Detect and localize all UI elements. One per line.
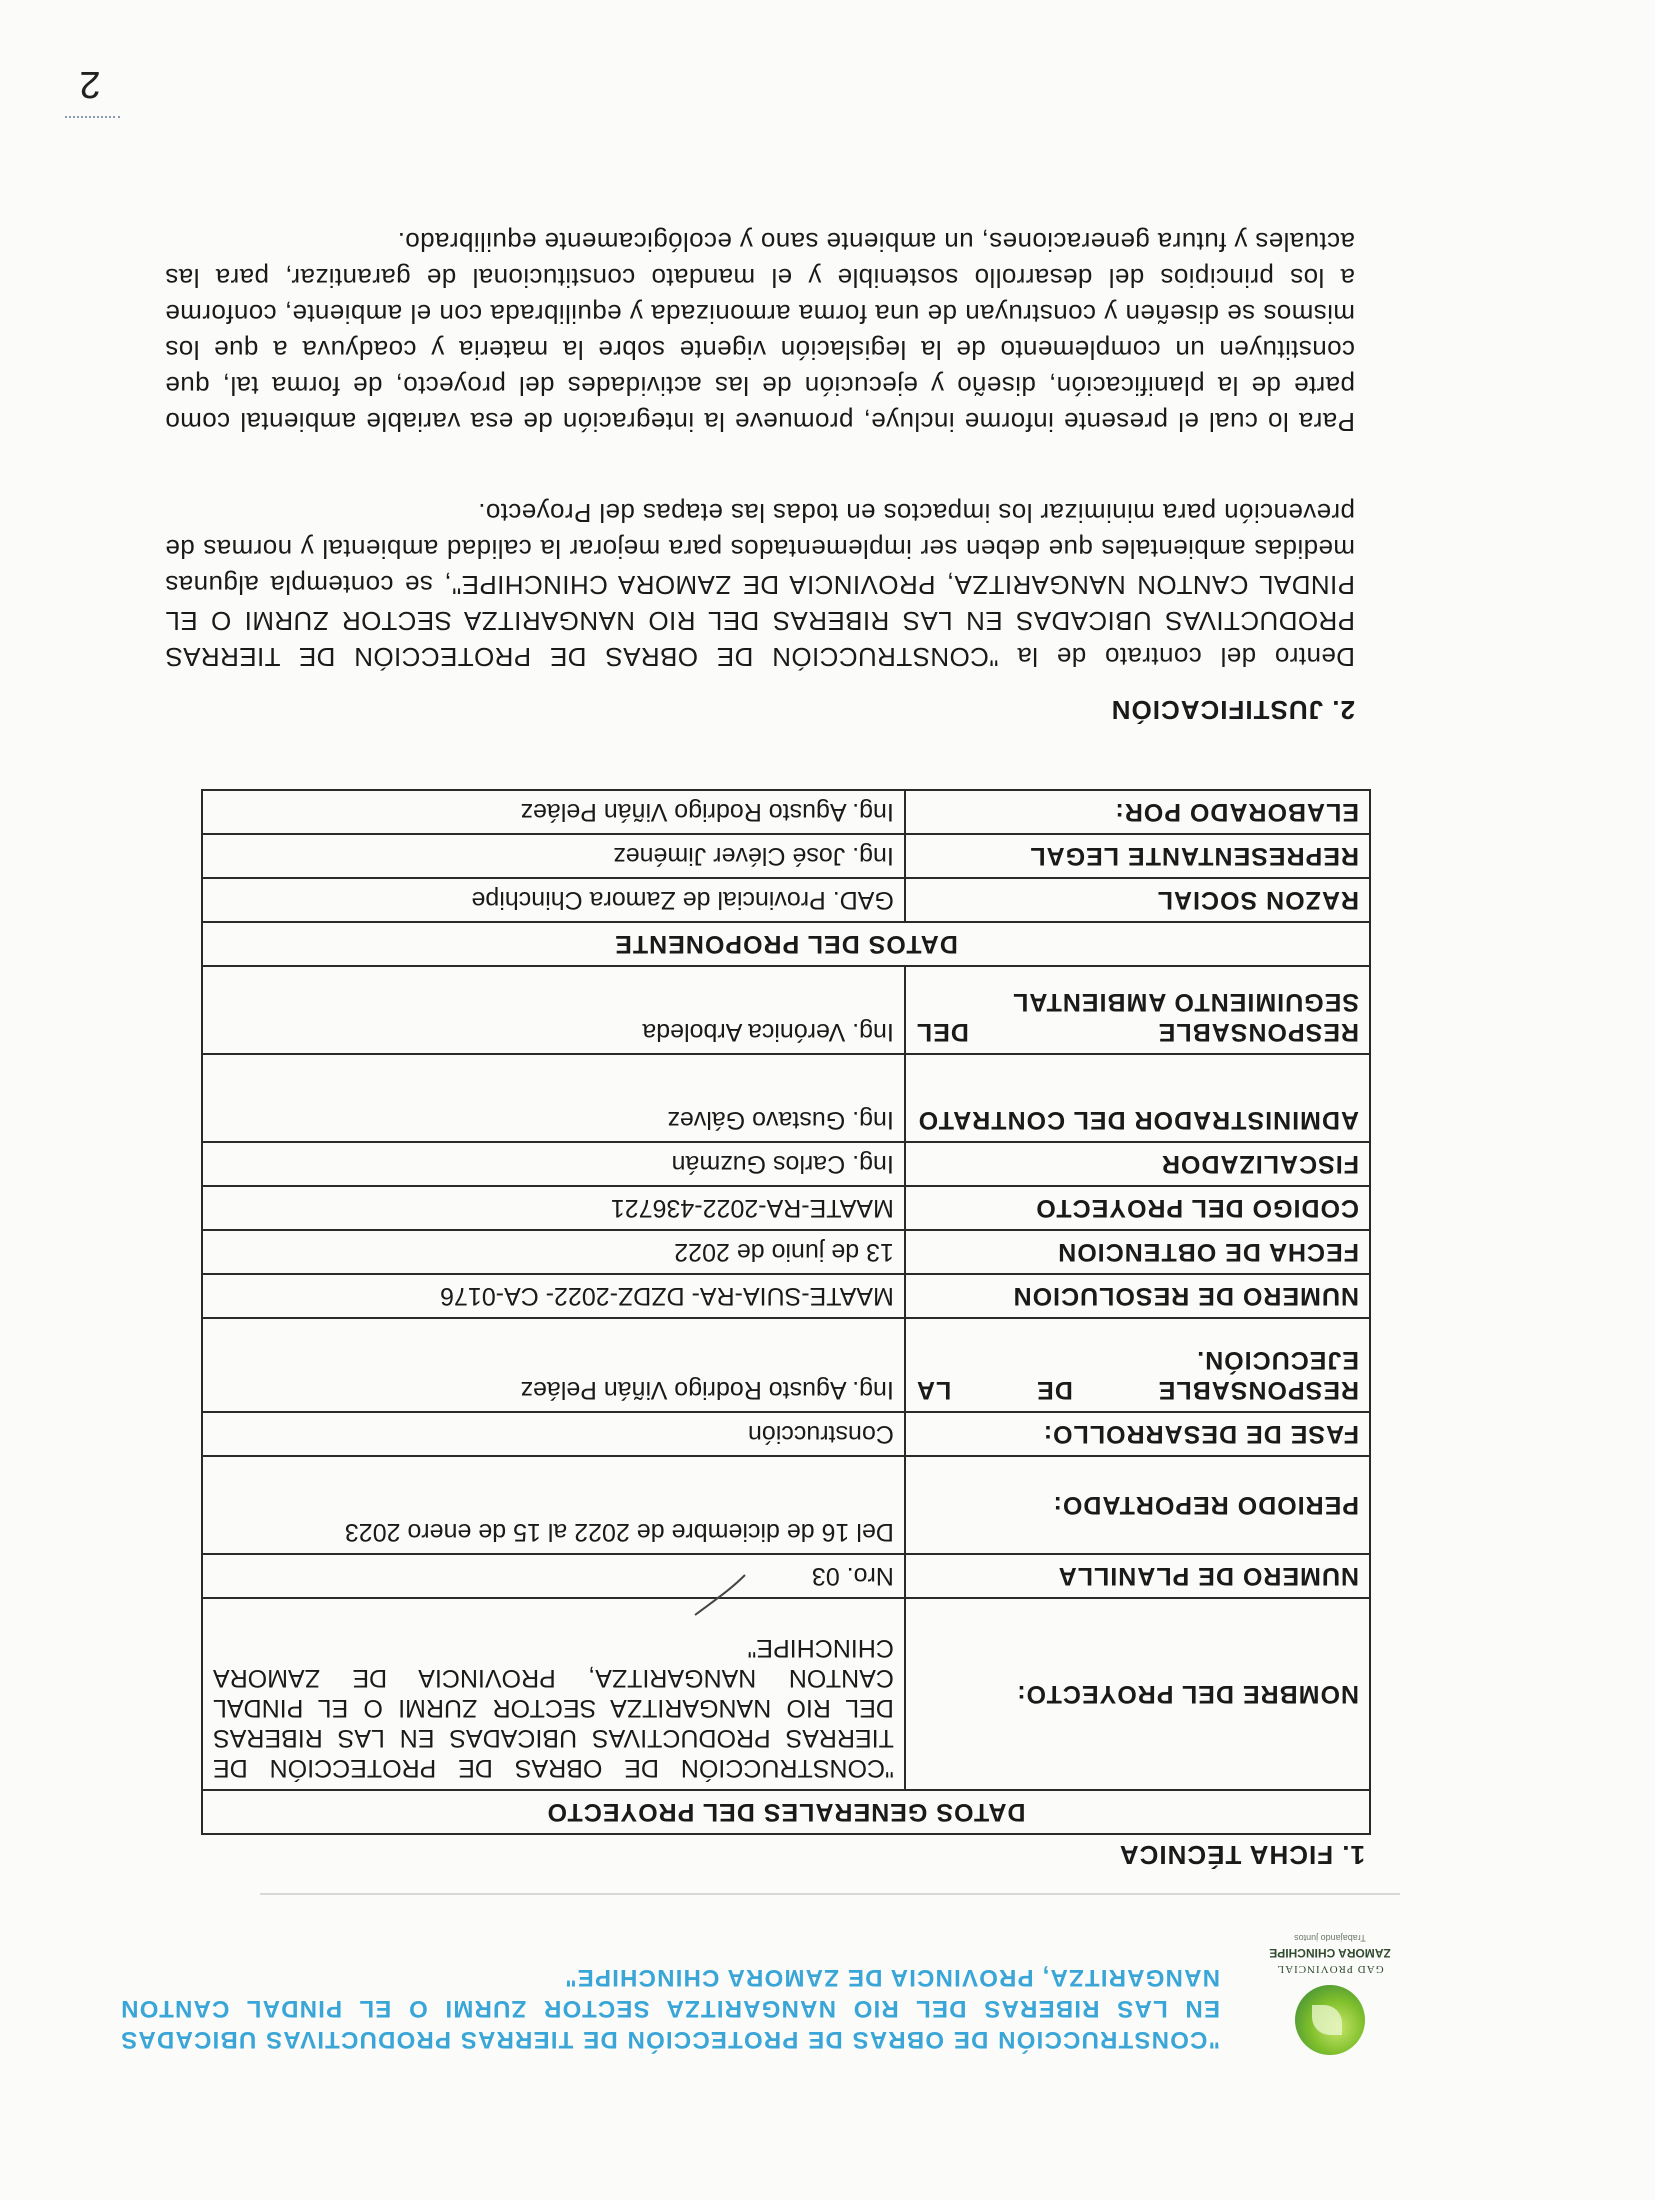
row-key: ADMINISTRADOR DEL CONTRATO xyxy=(905,1054,1370,1142)
table-row xyxy=(202,1186,1370,1230)
row-value: Ing. José Cléver Jiménez xyxy=(202,834,905,878)
technical-sheet-table xyxy=(201,789,1371,1835)
row-key: FECHA DE OBTENCION xyxy=(905,1230,1370,1274)
table-row xyxy=(202,1274,1370,1318)
row-value: MAATE-SUIA-RA- DZDZ-2022- CA-0176 xyxy=(202,1274,905,1318)
page-header xyxy=(110,1905,1400,2065)
row-key: ELABORADO POR: xyxy=(905,790,1370,834)
row-value: MAATE-RA-2022-436721 xyxy=(202,1186,905,1230)
row-value: "CONSTRUCCIÓN DE OBRAS DE PROTECCIÓN DE TIERRAS PRODUCTIVAS UBICADAS EN LAS RIBERAS DEL RIO NANGARITZA SECTOR ZURMI O EL PINDAL CANTON NANGARITZA, PROVINCIA DE ZAMORA CHINCHIPE" xyxy=(202,1598,905,1790)
section-heading-justificacion: 2. JUSTIFICACIÓN xyxy=(1110,695,1355,725)
header-title: "CONSTRUCCIÓN DE OBRAS DE PROTECCIÓN DE TIERRAS PRODUCTIVAS UBICADAS EN LAS RIBERAS DEL RIO NANGARITZA SECTOR ZURMI O EL PINDAL CANTON NANGARITZA, PROVINCIA DE ZAMORA CHINCHIPE" xyxy=(120,1964,1220,2053)
row-value: Ing. Verónica Arboleda xyxy=(202,966,905,1054)
justification-paragraph-1: Dentro del contrato de la "CONSTRUCCIÓN DE OBRAS DE PROTECCIÓN DE TIERRAS PRODUCTIVAS UBICADAS EN LAS RIBERAS DEL RIO NANGARITZA SECTOR ZURMI O EL PINDAL CANTON NANGARITZA, PROVINCIA DE ZAMORA CHINCHIPE", se contempla algunas medidas ambientales que deben ser implementados para mejorar la calidad ambiental y normas de prevención para minimizar los impactos en todas las etapas del Proyecto. xyxy=(165,498,1355,672)
row-value: Ing. Agusto Rodrigo Viñán Peláez xyxy=(202,1318,905,1412)
logo-name: ZAMORA CHINCHIPE xyxy=(1269,1946,1391,1960)
table-row xyxy=(202,834,1370,878)
row-value: Nro. 03 xyxy=(202,1554,905,1598)
handwritten-tick-mark xyxy=(690,1570,750,1620)
table-row xyxy=(202,1230,1370,1274)
table-header-proponent: DATOS DEL PROPONENTE xyxy=(202,922,1370,966)
table-row xyxy=(202,1142,1370,1186)
gad-logo xyxy=(1260,1915,1400,2055)
row-key: RESPONSABLE DE LA EJECUCIÓN. xyxy=(905,1318,1370,1412)
row-value: Del 16 de diciembre de 2022 al 15 de enero 2023 xyxy=(202,1456,905,1554)
row-key: RAZON SOCIAL xyxy=(905,878,1370,922)
row-key: REPRESENTANTE LEGAL xyxy=(905,834,1370,878)
row-key: RESPONSABLE DEL SEGUIMIENTO AMBIENTAL xyxy=(905,966,1370,1054)
table-row xyxy=(202,1554,1370,1598)
row-value: Construcción xyxy=(202,1412,905,1456)
row-value: Ing. Gustavo Gálvez xyxy=(202,1054,905,1142)
table-row xyxy=(202,1456,1370,1554)
table-header-general: DATOS GENERALES DEL PROYECTO xyxy=(202,1790,1370,1834)
row-key: PERIODO REPORTADO: xyxy=(905,1456,1370,1554)
table-row xyxy=(202,1054,1370,1142)
logo-slogan: Trabajando juntos xyxy=(1294,1933,1366,1943)
table-row xyxy=(202,1412,1370,1456)
header-divider xyxy=(260,1893,1400,1895)
row-key: FISCALIZADOR xyxy=(905,1142,1370,1186)
page-number-stamp xyxy=(65,110,120,118)
row-value: Ing. Carlos Guzmán xyxy=(202,1142,905,1186)
page-number: 2 xyxy=(79,63,101,105)
row-key: NOMBRE DEL PROYECTO: xyxy=(905,1598,1370,1790)
table-row xyxy=(202,966,1370,1054)
logo-caption: GAD PROVINCIAL xyxy=(1276,1963,1384,1975)
table-row xyxy=(202,790,1370,834)
row-key: FASE DE DESARROLLO: xyxy=(905,1412,1370,1456)
justification-paragraph-2: Para lo cual el presente informe incluye, promueve la integración de esa variable ambiental como parte de la planificación, diseño y ejecución de las actividades del proyecto, de forma tal, que constituyen un complemento de la legislación vigente sobre la materia y coadyuva a que los mismos se diseñen y construyan de una forma armonizada y equilibrada con el ambiente, conforme a los principios del desarrollo sostenible y el mandato constitucional de garantizar, para las actuales y futura generaciones, un ambiente sano y ecológicamente equilibrado. xyxy=(165,227,1355,437)
row-key: CODIGO DEL PROYECTO xyxy=(905,1186,1370,1230)
table-row xyxy=(202,1598,1370,1790)
row-key: NUMERO DE PLANILLA xyxy=(905,1554,1370,1598)
row-value: GAD. Provincial de Zamora Chinchipe xyxy=(202,878,905,922)
row-value: Ing. Agusto Rodrigo Viñán Peláez xyxy=(202,790,905,834)
table-row xyxy=(202,1318,1370,1412)
row-value: 13 de junio de 2022 xyxy=(202,1230,905,1274)
table-row xyxy=(202,878,1370,922)
section-heading-ficha-tecnica: 1. FICHA TÉCNICA xyxy=(1118,1840,1365,1870)
row-key: NUMERO DE RESOLUCION xyxy=(905,1274,1370,1318)
